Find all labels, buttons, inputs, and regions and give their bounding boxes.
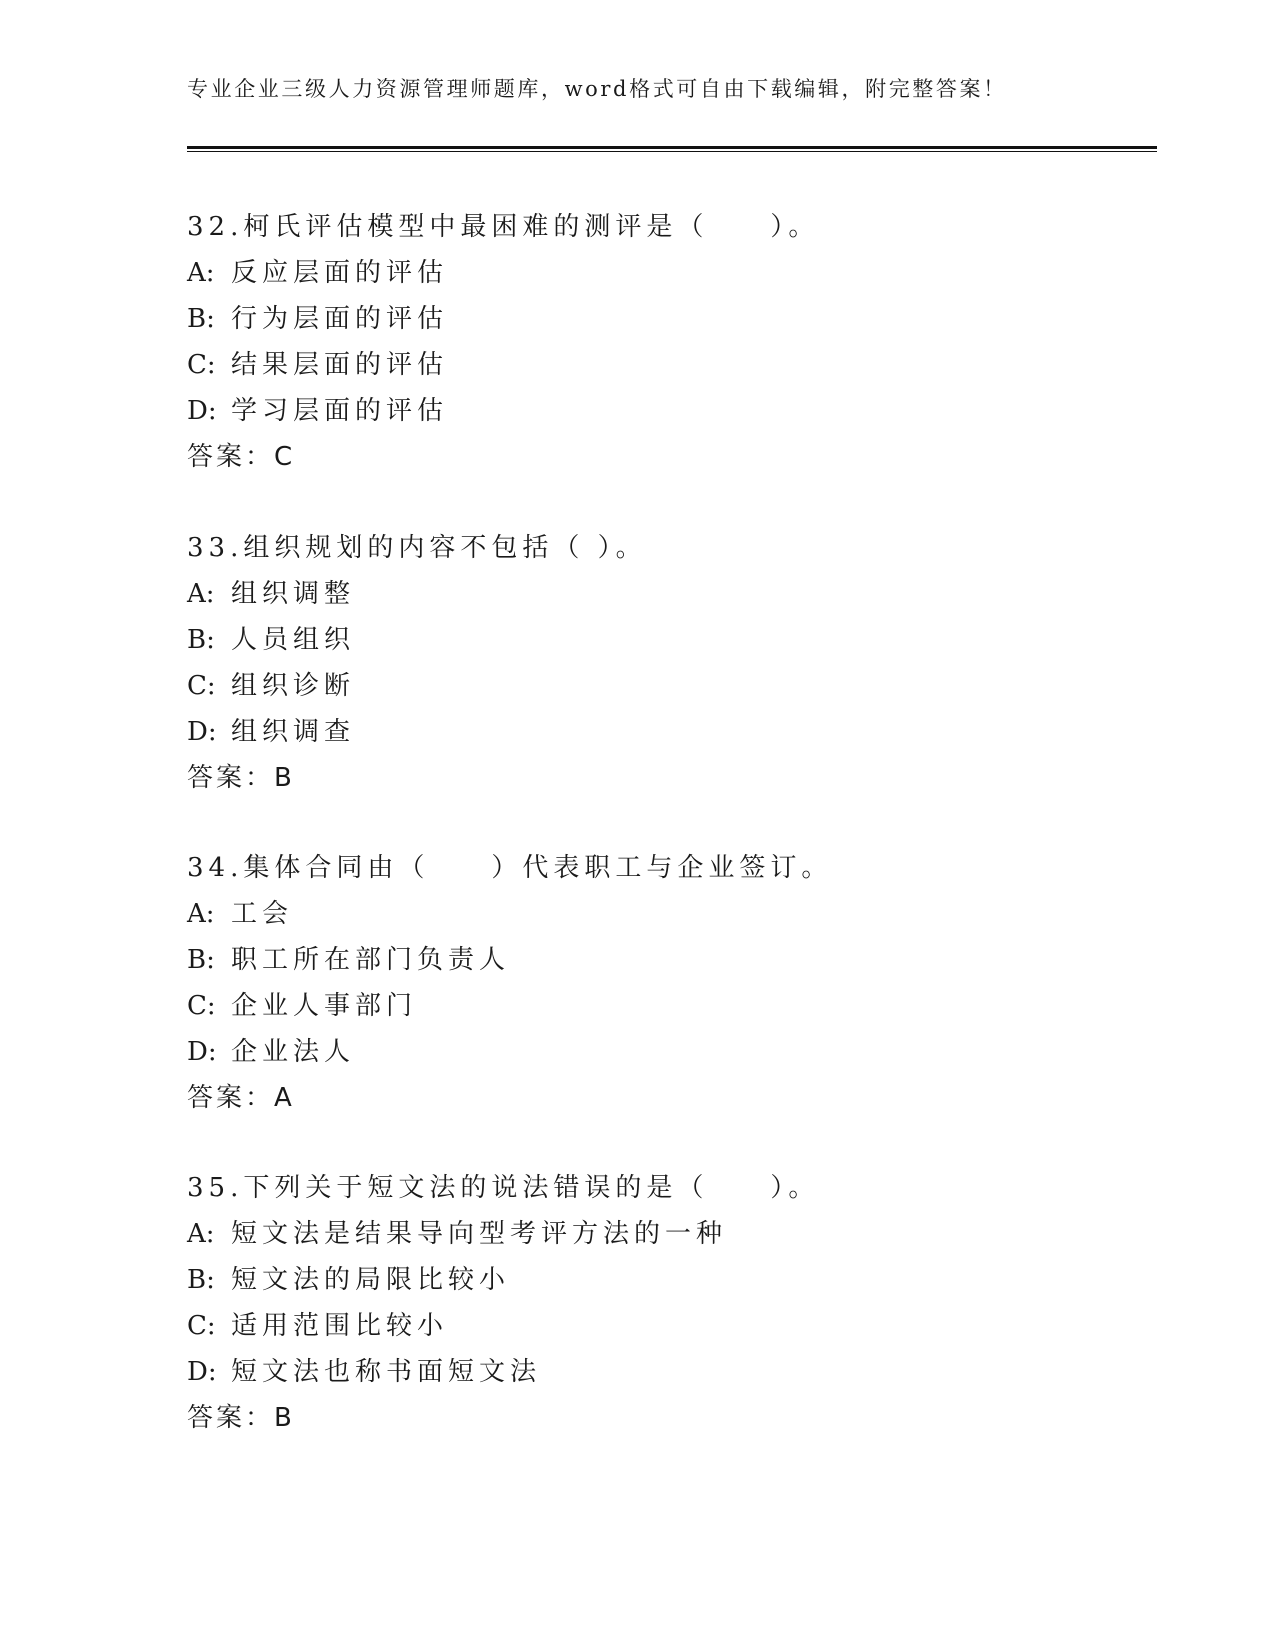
option-text: 短文法的局限比较小 — [231, 1265, 511, 1295]
option-a — [187, 891, 1137, 937]
question-34 — [187, 845, 1137, 1121]
option-text: 组织诊断 — [231, 671, 356, 701]
option-c — [187, 663, 1137, 709]
option-d — [187, 388, 1137, 434]
option-text: 结果层面的评估 — [231, 350, 449, 380]
option-letter: B: — [187, 304, 215, 334]
option-letter: B: — [187, 625, 215, 655]
option-letter: B: — [187, 945, 215, 975]
question-35 — [187, 1165, 1137, 1441]
option-letter: C: — [187, 671, 216, 701]
option-letter: D: — [187, 396, 217, 426]
answer-line: 答案：B — [187, 1403, 295, 1433]
option-text: 短文法是结果导向型考评方法的一种 — [231, 1219, 728, 1249]
option-letter: C: — [187, 350, 216, 380]
option-a — [187, 1211, 1137, 1257]
option-c — [187, 342, 1137, 388]
option-text: 组织调整 — [231, 579, 356, 609]
page-header: 专业企业三级人力资源管理师题库，word格式可自由下载编辑，附完整答案！ — [187, 77, 1007, 101]
option-text: 行为层面的评估 — [231, 304, 449, 334]
option-b — [187, 1257, 1137, 1303]
option-letter: A: — [187, 1219, 215, 1249]
question-stem: 33.组织规划的内容不包括（ ）。 — [187, 533, 647, 563]
option-d — [187, 1029, 1137, 1075]
option-letter: C: — [187, 1311, 216, 1341]
header-rule-thick — [187, 146, 1157, 149]
option-b — [187, 937, 1137, 983]
option-a — [187, 250, 1137, 296]
option-letter: D: — [187, 717, 217, 747]
answer-line: 答案：A — [187, 1083, 295, 1113]
option-letter: B: — [187, 1265, 215, 1295]
answer-line: 答案：C — [187, 442, 296, 472]
option-a — [187, 571, 1137, 617]
option-text: 组织调查 — [231, 717, 356, 747]
option-text: 学习层面的评估 — [231, 396, 449, 426]
question-stem: 34.集体合同由（ ）代表职工与企业签订。 — [187, 853, 833, 883]
option-letter: A: — [187, 579, 215, 609]
question-32 — [187, 204, 1137, 480]
option-letter: A: — [187, 899, 215, 929]
option-text: 企业人事部门 — [231, 991, 418, 1021]
option-letter: A: — [187, 258, 215, 288]
option-c — [187, 1303, 1137, 1349]
option-letter: D: — [187, 1357, 217, 1387]
option-b — [187, 617, 1137, 663]
option-text: 职工所在部门负责人 — [231, 945, 511, 975]
option-c — [187, 983, 1137, 1029]
question-stem: 35.下列关于短文法的说法错误的是（ ）。 — [187, 1173, 820, 1203]
option-text: 适用范围比较小 — [231, 1311, 449, 1341]
answer-line: 答案：B — [187, 763, 295, 793]
option-text: 反应层面的评估 — [231, 258, 449, 288]
option-text: 企业法人 — [231, 1037, 356, 1067]
question-stem: 32.柯氏评估模型中最困难的测评是（ ）。 — [187, 212, 820, 242]
option-d — [187, 1349, 1137, 1395]
option-letter: D: — [187, 1037, 217, 1067]
option-text: 工会 — [231, 899, 294, 929]
option-letter: C: — [187, 991, 216, 1021]
question-33 — [187, 525, 1137, 801]
header-rule-thin — [187, 151, 1157, 152]
option-text: 人员组织 — [231, 625, 356, 655]
option-b — [187, 296, 1137, 342]
option-d — [187, 709, 1137, 755]
option-text: 短文法也称书面短文法 — [231, 1357, 542, 1387]
